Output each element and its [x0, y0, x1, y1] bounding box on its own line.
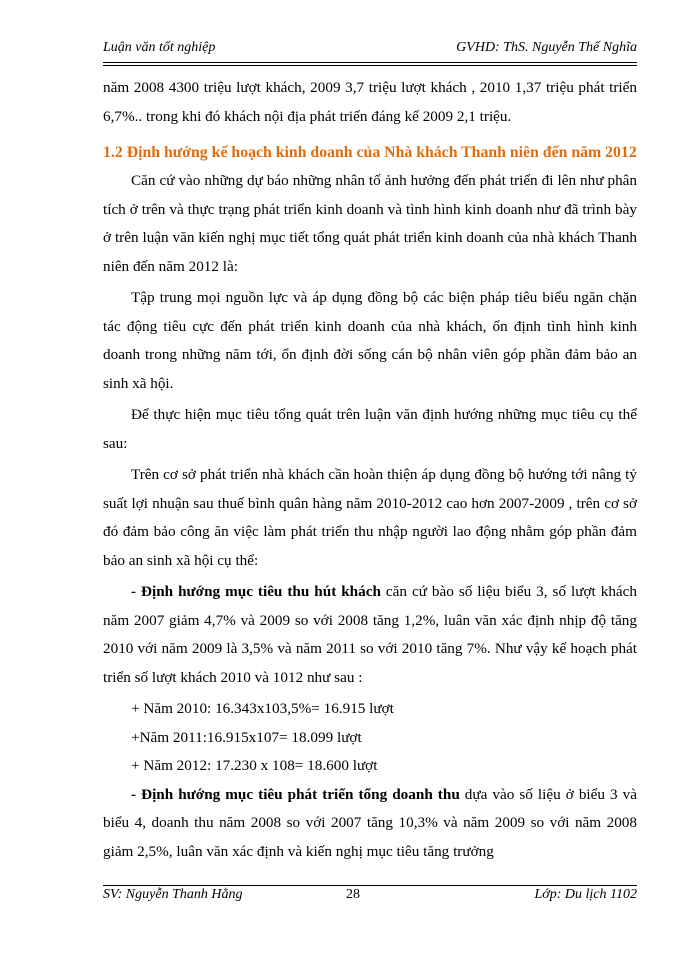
guest-target-text: căn cứ bào số liệu biểu 3, số lượt khách năm 2007 giảm 4,7% và 2009 so với 2008 tăng 1,2%, luân văn xác định nhịp độ tăng 2010 với năm 2009 là 3,5% và năm 2011 so với 2010 tăng 7%. Như vậy kế hoạch phát triển số lượt khách 2010 và 1012 như sau :	[103, 583, 637, 686]
footer-class: Lớp: Du lịch 1102	[534, 887, 637, 902]
plan-line-2010: + Năm 2010: 16.343x103,5%= 16.915 lượt	[131, 700, 394, 717]
section-heading: 1.2 Định hướng kế hoạch kinh doanh của Nhà khách Thanh niên đến năm 2012	[103, 144, 637, 161]
paragraph-intro: năm 2008 4300 triệu lượt khách, 2009 3,7 triệu lượt khách , 2010 1,37 triệu phát triển 6,7%.. trong khi đó khách nội địa phát triển đáng kể 2009 2,1 triệu.	[103, 79, 637, 125]
page-header	[103, 38, 637, 62]
paragraph-guest-target	[103, 578, 637, 692]
paragraph-objectives: Để thực hiện mục tiêu tổng quát trên luận văn định hướng những mục tiêu cụ thể sau:	[103, 406, 637, 452]
paragraph-basis: Căn cứ vào những dự báo những nhân tố ảnh hưởng đến phát triển đi lên như phân tích ở trên và thực trạng phát triển kinh doanh và tình hình kinh doanh như đã trình bày ở trên luận văn kiến nghị mục tiết tổng quát phát triển kinh doanh của nhà khách Thanh niên đến năm 2012 là:	[103, 172, 637, 275]
plan-line-2011: +Năm 2011:16.915x107= 18.099 lượt	[131, 728, 362, 746]
paragraph-focus: Tập trung mọi nguồn lực và áp dụng đồng bộ các biện pháp tiêu biểu ngăn chặn tác động tiêu cực đến phát triển kinh doanh của nhà khách, ổn định tình hình kinh doanh trong những năm tới, ổn định đời sống cán bộ nhân viên góp phần đảm bảo an sinh xã hội.	[103, 289, 637, 392]
guest-target-label: - Định hướng mục tiêu thu hút khách	[131, 583, 381, 600]
footer-divider	[103, 885, 637, 886]
header-advisor: GVHD: ThS. Nguyễn Thế Nghĩa	[456, 40, 637, 55]
header-divider	[103, 62, 637, 66]
paragraph-revenue-target	[103, 781, 637, 867]
revenue-target-label: - Định hướng mục tiêu phát triển tổng doanh thu	[131, 785, 460, 803]
page-number: 28	[346, 887, 360, 902]
document-body	[103, 74, 637, 869]
plan-line-2012: + Năm 2012: 17.230 x 108= 18.600 lượt	[131, 757, 378, 774]
paragraph-development: Trên cơ sở phát triển nhà khách cần hoàn thiện áp dụng đồng bộ hướng tới nâng tỷ suất lợi nhuận sau thuế bình quân hàng năm 2010-2012 cao hơn 2007-2009 , trên cơ sở đó đảm bảo công ăn việc làm phát triển thu nhập người lao động nhằm góp phần đảm bảo an sinh xã hội cụ thể:	[103, 466, 637, 569]
header-thesis-title: Luận văn tốt nghiệp	[103, 40, 216, 55]
page-footer	[103, 887, 637, 909]
revenue-target-text: dựa vào số liệu ở biểu 3 và biểu 4, doanh thu năm 2008 so với 2007 tăng 10,3% và năm 2009 so với năm 2008 giảm 2,5%, luân văn xác định và kiến nghị mục tiêu tăng trưởng	[103, 785, 637, 860]
footer-student: SV: Nguyễn Thanh Hằng	[103, 887, 243, 902]
